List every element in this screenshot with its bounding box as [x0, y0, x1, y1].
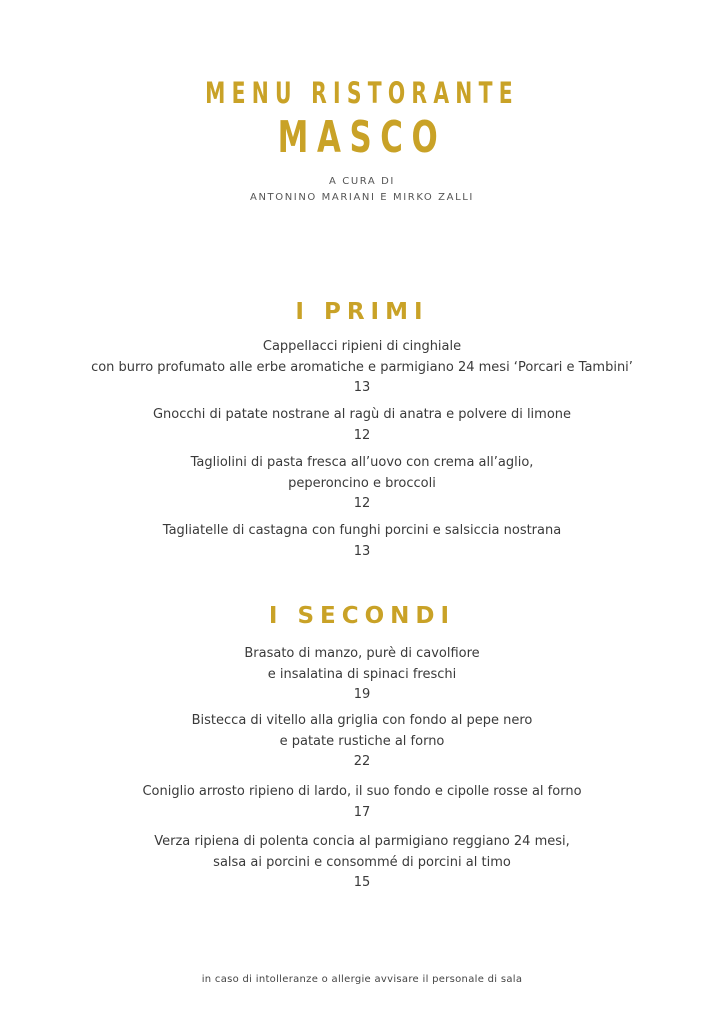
dish-item	[0, 644, 724, 706]
section-secondi	[0, 601, 724, 890]
dish-description: Coniglio arrosto ripieno di lardo, il suo fondo e cipolle rosse al forno	[142, 784, 582, 799]
dish-item	[0, 453, 724, 515]
section-title-secondi: I SECONDI	[268, 603, 456, 629]
dish-item	[0, 405, 724, 446]
dish-price: 13	[353, 380, 371, 395]
dish-description: Gnocchi di patate nostrane al ragù di anatra e polvere di limone	[152, 407, 572, 422]
dish-description: Tagliatelle di castagna con funghi porcini e salsiccia nostrana	[162, 523, 562, 538]
dish-price: 13	[353, 543, 371, 559]
curated-by-names: ANTONINO MARIANI E MIRKO ZALLI	[250, 192, 474, 203]
dish-description: Verza ripiena di polenta concia al parmigiano reggiano 24 mesi,	[154, 834, 570, 849]
restaurant-name: MASCO	[277, 112, 447, 163]
curated-by-label: A CURA DI	[329, 176, 395, 187]
menu-title: MENU RISTORANTE	[205, 76, 519, 110]
dish-price: 22	[353, 754, 371, 769]
dish-description: Bistecca di vitello alla griglia con fondo al pepe nero	[191, 713, 533, 728]
section-title-primi: I PRIMI	[295, 299, 429, 325]
dish-item	[0, 521, 724, 562]
dish-price: 19	[353, 687, 371, 702]
dish-description: con burro profumato alle erbe aromatiche e parmigiano 24 mesi ‘Porcari e Tambini’	[91, 359, 633, 375]
dish-description: Tagliolini di pasta fresca all’uovo con crema all’aglio,	[190, 455, 534, 470]
menu-header	[0, 74, 724, 206]
curated-by	[0, 174, 724, 206]
dish-item	[0, 832, 724, 894]
dish-description: Cappellacci ripieni di cinghiale	[262, 339, 462, 354]
section-primi	[0, 297, 724, 559]
dish-price: 17	[353, 804, 371, 820]
allergy-note: in caso di intolleranze o allergie avvisare il personale di sala	[201, 974, 523, 985]
dish-price: 15	[353, 875, 371, 890]
dish-item	[0, 782, 724, 823]
dish-item	[0, 337, 724, 399]
dish-item	[0, 711, 724, 773]
dish-description: e patate rustiche al forno	[279, 733, 445, 749]
dish-price: 12	[353, 496, 371, 511]
dish-description: Brasato di manzo, purè di cavolfiore	[244, 646, 480, 661]
dish-description: e insalatina di spinaci freschi	[267, 666, 457, 682]
dish-price: 12	[353, 427, 371, 443]
dish-description: peperoncino e broccoli	[288, 475, 436, 491]
dish-description: salsa ai porcini e consommé di porcini al timo	[213, 854, 511, 870]
